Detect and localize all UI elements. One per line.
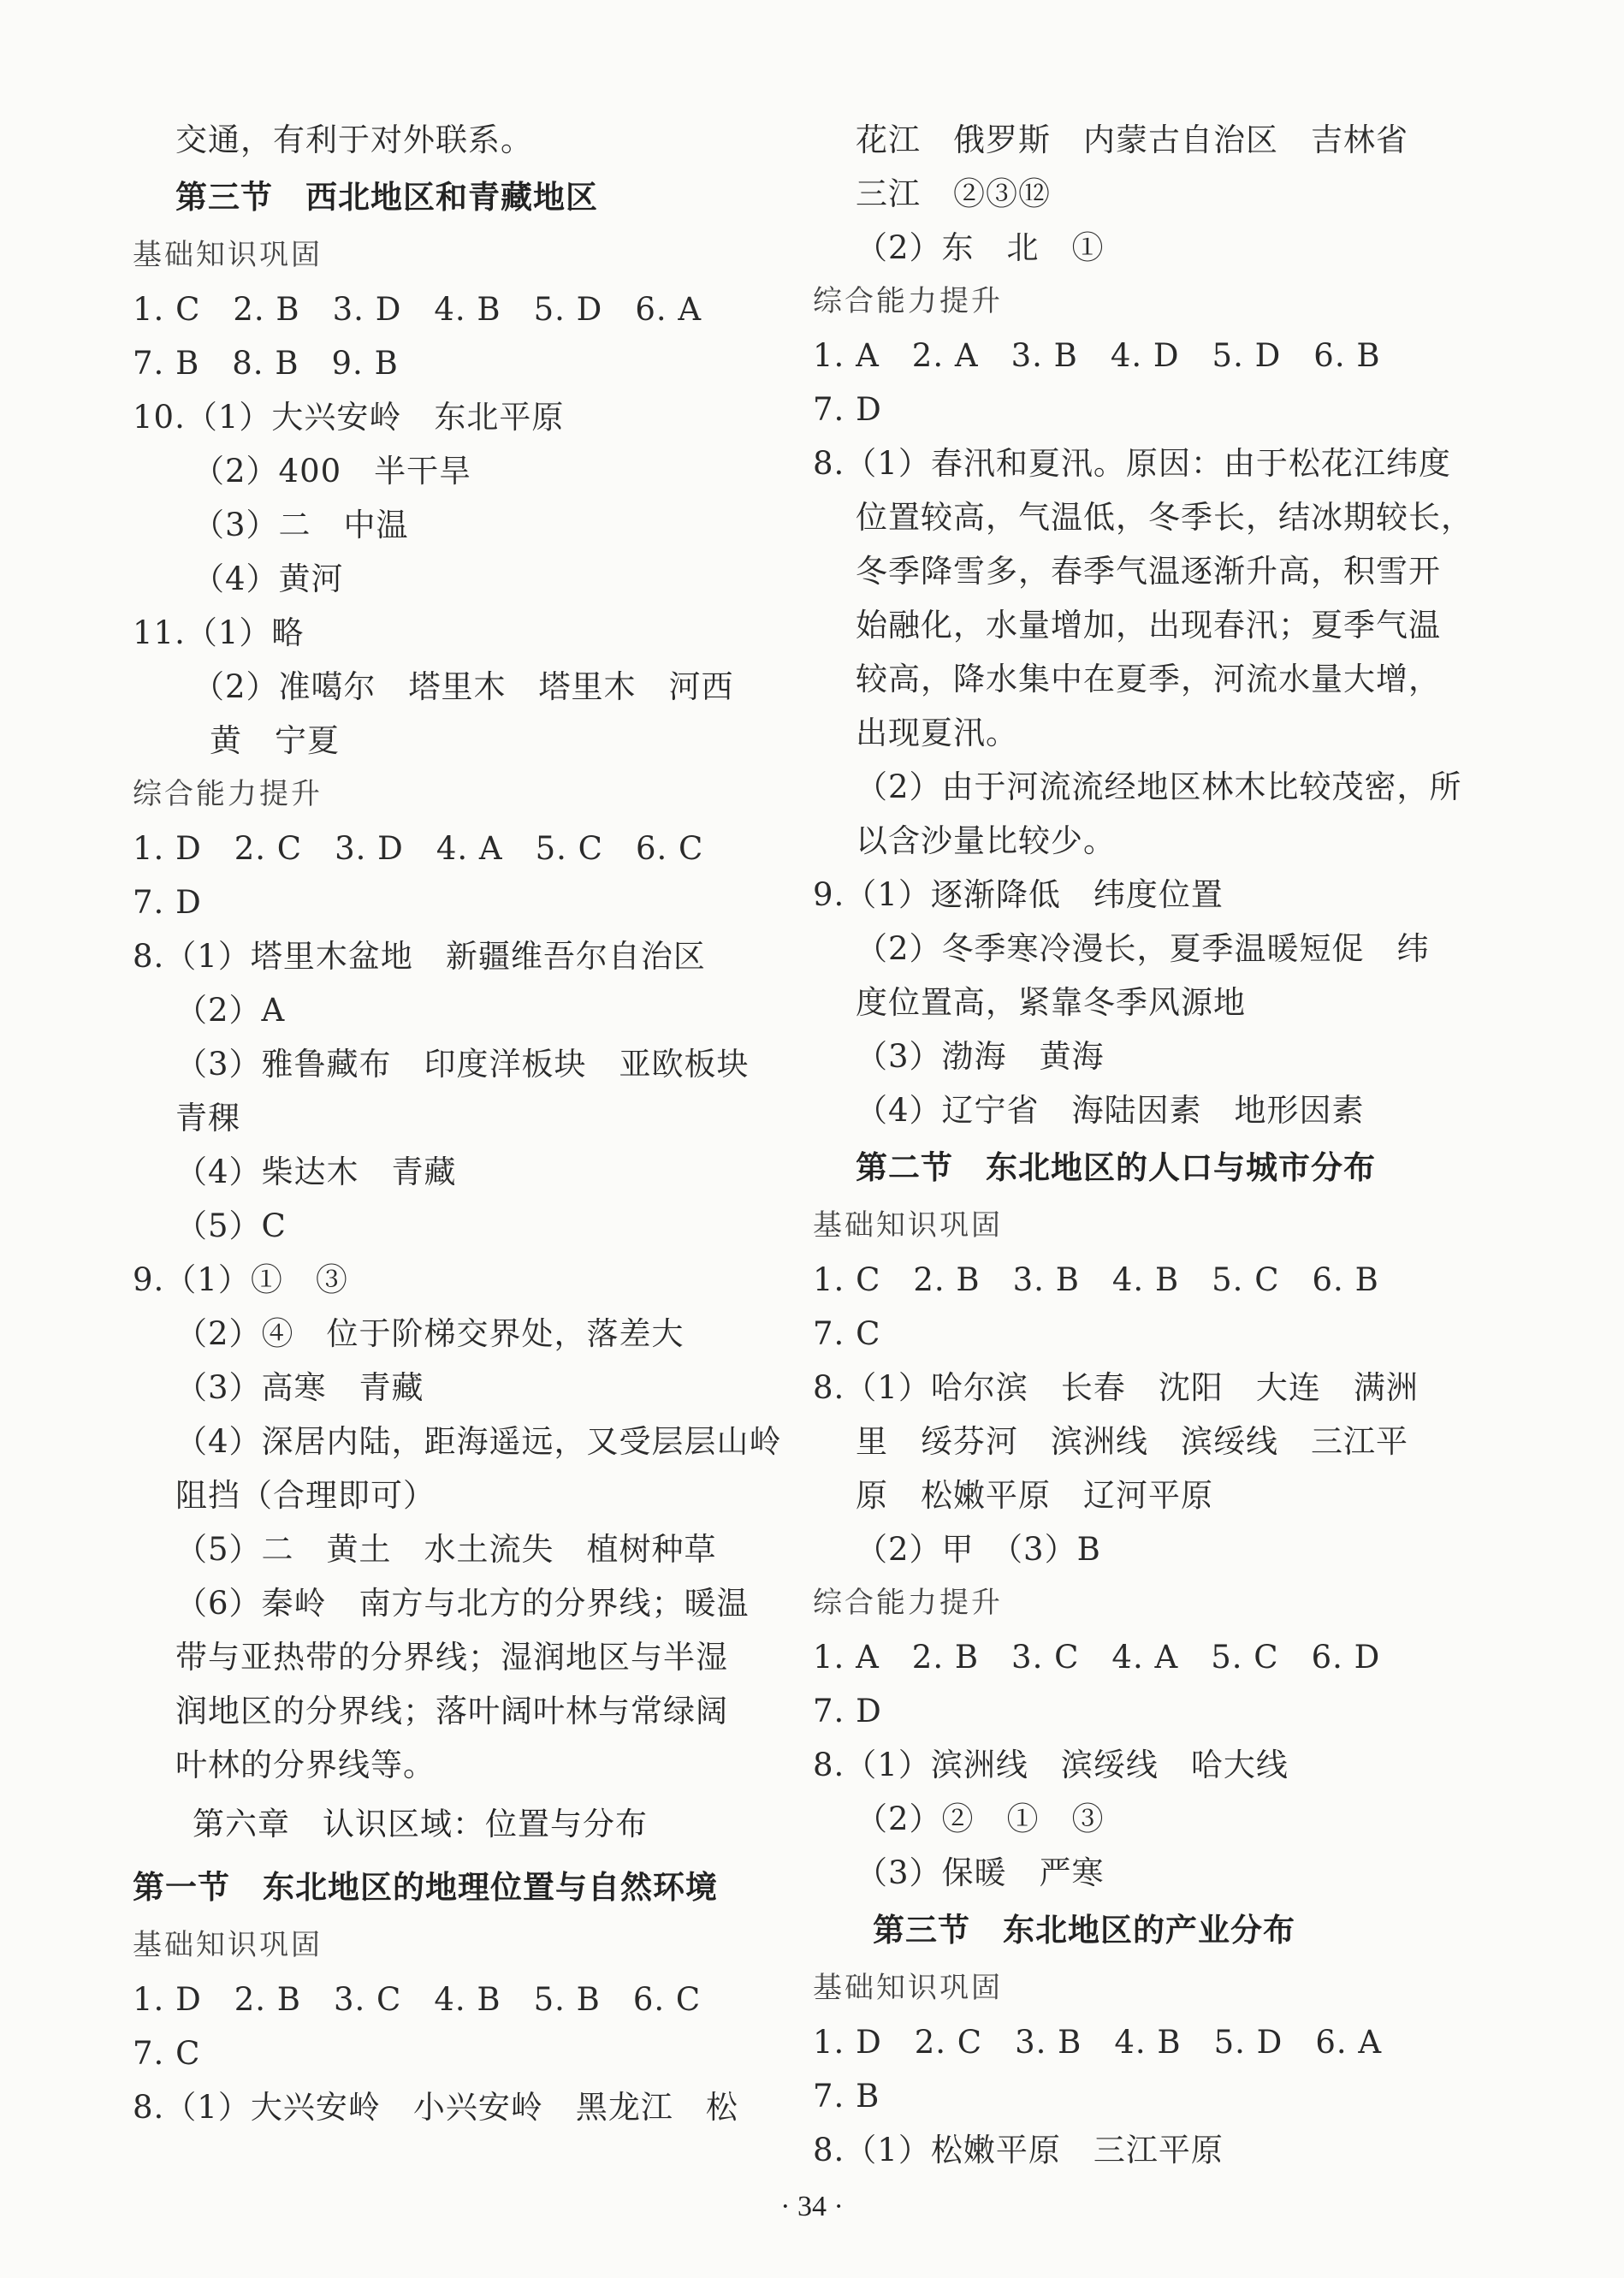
subsection-label: 综合能力提升	[813, 1586, 1003, 1620]
answer-line: 7. B 8. B 9. B	[133, 345, 399, 382]
answer-line: 10.（1）大兴安岭 东北平原	[133, 399, 565, 436]
answer-line: 1. D 2. B 3. C 4. B 5. B 6. C	[133, 1981, 702, 2018]
left-column	[133, 113, 886, 2134]
section-heading: 第三节 西北地区和青藏地区	[175, 179, 598, 216]
answer-line: （3）渤海 黄海	[856, 1038, 1105, 1075]
answer-line: 1. C 2. B 3. B 4. B 5. C 6. B	[813, 1261, 1379, 1298]
answer-line: 三江 ②③⑫	[856, 175, 1051, 212]
answer-line: 7. D	[813, 391, 882, 428]
answer-line: 9.（1）逐渐降低 纬度位置	[813, 876, 1224, 913]
answer-line: 8.（1）哈尔滨 长春 沈阳 大连 满洲	[813, 1369, 1419, 1406]
answer-line: 9.（1）① ③	[133, 1261, 348, 1298]
answer-line: （3）雅鲁藏布 印度洋板块 亚欧板块	[175, 1046, 750, 1083]
answer-line: （2）② ① ③	[856, 1800, 1105, 1837]
subsection-label: 基础知识巩固	[813, 1208, 1003, 1243]
answer-line: 8.（1）松嫩平原 三江平原	[813, 2132, 1224, 2168]
answer-line: 1. D 2. C 3. B 4. B 5. D 6. A	[813, 2024, 1383, 2061]
answer-line: 黄 宁夏	[210, 722, 340, 759]
answer-line: （2）A	[175, 992, 286, 1029]
answer-line: 出现夏汛。	[856, 715, 1018, 751]
answer-line: （2）东 北 ①	[856, 229, 1105, 266]
answer-line: 8.（1）大兴安岭 小兴安岭 黑龙江 松	[133, 2089, 738, 2126]
subsection-label: 综合能力提升	[813, 284, 1003, 318]
answer-line: （2）冬季寒冷漫长，夏季温暖短促 纬	[856, 930, 1430, 967]
answer-line: 7. B	[813, 2078, 880, 2115]
subsection-label: 基础知识巩固	[813, 1971, 1003, 2005]
answer-line: 7. C	[813, 1315, 881, 1352]
answer-line: 较高，降水集中在夏季，河流水量大增，	[856, 661, 1441, 697]
answer-line: 8.（1）滨洲线 滨绥线 哈大线	[813, 1747, 1289, 1783]
answer-line: 交通，有利于对外联系。	[175, 122, 533, 158]
section-heading: 第一节 东北地区的地理位置与自然环境	[133, 1869, 718, 1906]
answer-line: （4）柴达木 青藏	[175, 1154, 457, 1190]
answer-line: 11.（1）略	[133, 614, 305, 651]
answer-line: 以含沙量比较少。	[856, 822, 1116, 859]
answer-line: （4）深居内陆，距海遥远，又受层层山岭	[175, 1423, 782, 1460]
answer-line: 冬季降雪多，春季气温逐渐升高，积雪开	[856, 553, 1441, 590]
answer-line: 1. A 2. B 3. C 4. A 5. C 6. D	[813, 1639, 1381, 1676]
section-heading: 第二节 东北地区的人口与城市分布	[856, 1149, 1376, 1186]
answer-line: 8.（1）春汛和夏汛。原因：由于松花江纬度	[813, 445, 1451, 482]
answer-line: 位置较高，气温低，冬季长，结冰期较长，	[856, 499, 1473, 536]
answer-line: （2）由于河流流经地区林木比较茂密，所	[856, 768, 1462, 805]
answer-line: （6）秦岭 南方与北方的分界线；暖温	[175, 1585, 750, 1622]
section-heading: 第三节 东北地区的产业分布	[873, 1912, 1295, 1949]
answer-line: （3）保暖 严寒	[856, 1854, 1105, 1891]
answer-line: 7. D	[133, 884, 202, 921]
answer-line: （5）C	[175, 1207, 287, 1244]
answer-line: 8.（1）塔里木盆地 新疆维吾尔自治区	[133, 938, 706, 975]
chapter-heading: 第六章 认识区域：位置与分布	[193, 1806, 648, 1842]
answer-line: 叶林的分界线等。	[175, 1747, 436, 1783]
answer-line: （2）准噶尔 塔里木 塔里木 河西	[193, 668, 734, 705]
answer-line: （2）甲 （3）B	[856, 1531, 1101, 1568]
subsection-label: 基础知识巩固	[133, 238, 323, 272]
answer-line: （2）④ 位于阶梯交界处，落差大	[175, 1315, 685, 1352]
answer-line: 里 绥芬河 滨洲线 滨绥线 三江平	[856, 1423, 1408, 1460]
answer-line: 始融化，水量增加，出现春汛；夏季气温	[856, 607, 1441, 644]
subsection-label: 综合能力提升	[133, 777, 323, 811]
answer-line: （2）400 半干旱	[193, 453, 472, 489]
answer-line: 润地区的分界线；落叶阔叶林与常绿阔	[175, 1693, 728, 1729]
answer-line: 1. A 2. A 3. B 4. D 5. D 6. B	[813, 337, 1381, 374]
subsection-label: 基础知识巩固	[133, 1928, 323, 1962]
answer-line: 7. D	[813, 1693, 882, 1729]
answer-line: （3）高寒 青藏	[175, 1369, 424, 1406]
answer-line: 阻挡（合理即可）	[175, 1477, 436, 1514]
answer-line: （4）黄河	[193, 561, 344, 597]
right-column	[813, 113, 1566, 2177]
answer-line: 花江 俄罗斯 内蒙古自治区 吉林省	[856, 122, 1408, 158]
answer-line: （5）二 黄土 水土流失 植树种草	[175, 1531, 717, 1568]
page-number: · 34 ·	[780, 2191, 844, 2222]
answer-line: （3）二 中温	[193, 507, 409, 543]
answer-line: 青稞	[175, 1100, 240, 1136]
answer-line: 带与亚热带的分界线；湿润地区与半湿	[175, 1639, 728, 1676]
answer-line: 1. C 2. B 3. D 4. B 5. D 6. A	[133, 291, 702, 328]
answer-line: 度位置高，紧靠冬季风源地	[856, 984, 1246, 1021]
answer-line: 7. C	[133, 2035, 201, 2072]
answer-line: 1. D 2. C 3. D 4. A 5. C 6. C	[133, 830, 704, 867]
answer-line: （4）辽宁省 海陆因素 地形因素	[856, 1092, 1365, 1129]
answer-line: 原 松嫩平原 辽河平原	[856, 1477, 1213, 1514]
